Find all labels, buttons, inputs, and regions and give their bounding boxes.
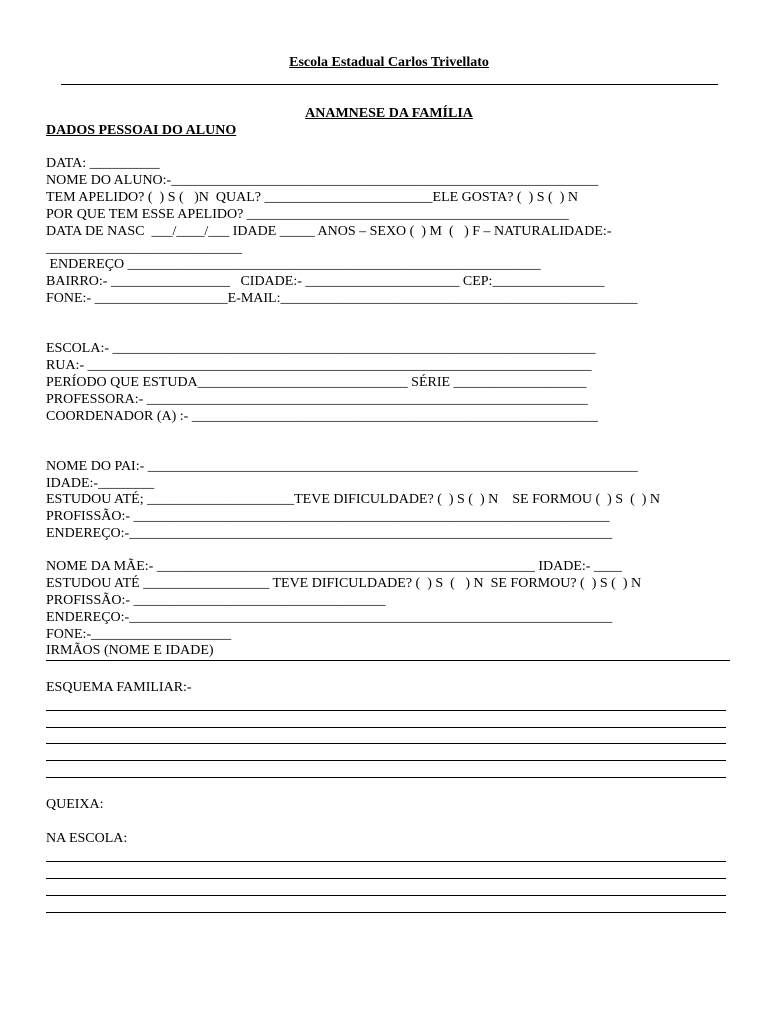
header-rule <box>61 84 718 85</box>
nickname-field[interactable]: TEM APELIDO? ( ) S ( )N QUAL? ________________________ELE GOSTA? ( ) S ( ) N <box>46 190 578 205</box>
answer-line[interactable] <box>46 912 726 913</box>
family-structure-label: ESQUEMA FAMILIAR:- <box>46 680 192 695</box>
answer-line[interactable] <box>46 710 726 711</box>
school-name: Escola Estadual Carlos Trivellato <box>289 55 489 70</box>
coordinator-field[interactable]: COORDENADOR (A) :- __________________________________________________________ <box>46 409 598 424</box>
school-field[interactable]: ESCOLA:- _____________________________________________________________________ <box>46 341 596 356</box>
mother-address-field[interactable]: ENDEREÇO:-_____________________________________________________________________ <box>46 610 613 625</box>
complaint-label: QUEIXA: <box>46 797 104 812</box>
answer-line[interactable] <box>46 861 726 862</box>
street-field[interactable]: RUA:- ________________________________________________________________________ <box>46 358 592 373</box>
answer-line[interactable] <box>46 743 726 744</box>
answer-line[interactable] <box>46 895 726 896</box>
mother-profession-field[interactable]: PROFISSÃO:- ____________________________________ <box>46 593 386 608</box>
phone-email-field[interactable]: FONE:- ___________________E-MAIL:___________________________________________________ <box>46 291 638 306</box>
teacher-field[interactable]: PROFESSORA:- _______________________________________________________________ <box>46 392 588 407</box>
siblings-label: IRMÃOS (NOME E IDADE) <box>46 643 214 658</box>
answer-line[interactable] <box>46 727 726 728</box>
document-title: ANAMNESE DA FAMÍLIA <box>305 106 473 121</box>
answer-line[interactable] <box>46 878 726 879</box>
date-field[interactable]: DATA: __________ <box>46 156 160 171</box>
student-section-title: DADOS PESSOAI DO ALUNO <box>46 123 237 138</box>
at-school-label: NA ESCOLA: <box>46 831 128 846</box>
mother-phone-field[interactable]: FONE:-____________________ <box>46 627 232 642</box>
father-address-field[interactable]: ENDEREÇO:-_____________________________________________________________________ <box>46 526 613 541</box>
answer-line[interactable] <box>46 760 726 761</box>
siblings-rule <box>46 660 730 661</box>
answer-line[interactable] <box>46 777 726 778</box>
neighborhood-city-zip-field[interactable]: BAIRRO:- _________________ CIDADE:- ______________________ CEP:________________ <box>46 274 605 289</box>
father-profession-field[interactable]: PROFISSÃO:- ____________________________________________________________________ <box>46 509 610 524</box>
period-grade-field[interactable]: PERÍODO QUE ESTUDA______________________________ SÉRIE ___________________ <box>46 375 587 390</box>
birth-info-field[interactable]: DATA DE NASC ___/____/___ IDADE _____ ANOS – SEXO ( ) M ( ) F – NATURALIDADE:- <box>46 224 612 239</box>
address-field[interactable]: ENDEREÇO ___________________________________________________________ <box>46 257 541 272</box>
mother-education-field[interactable]: ESTUDOU ATÉ __________________ TEVE DIFICULDADE? ( ) S ( ) N SE FORMOU? ( ) S ( ) N <box>46 576 642 591</box>
mother-name-age-field[interactable]: NOME DA MÃE:- ______________________________________________________ IDADE:- ____ <box>46 559 622 574</box>
father-name-field[interactable]: NOME DO PAI:- ______________________________________________________________________ <box>46 459 638 474</box>
naturality-field[interactable]: ____________________________ <box>46 241 242 256</box>
nickname-reason-field[interactable]: POR QUE TEM ESSE APELIDO? ______________________________________________ <box>46 207 569 222</box>
father-education-field[interactable]: ESTUDOU ATÉ; _____________________TEVE DIFICULDADE? ( ) S ( ) N SE FORMOU ( ) S ( ) N <box>46 492 661 507</box>
father-age-field[interactable]: IDADE:-________ <box>46 476 155 491</box>
student-name-field[interactable]: NOME DO ALUNO:-_____________________________________________________________ <box>46 173 599 188</box>
